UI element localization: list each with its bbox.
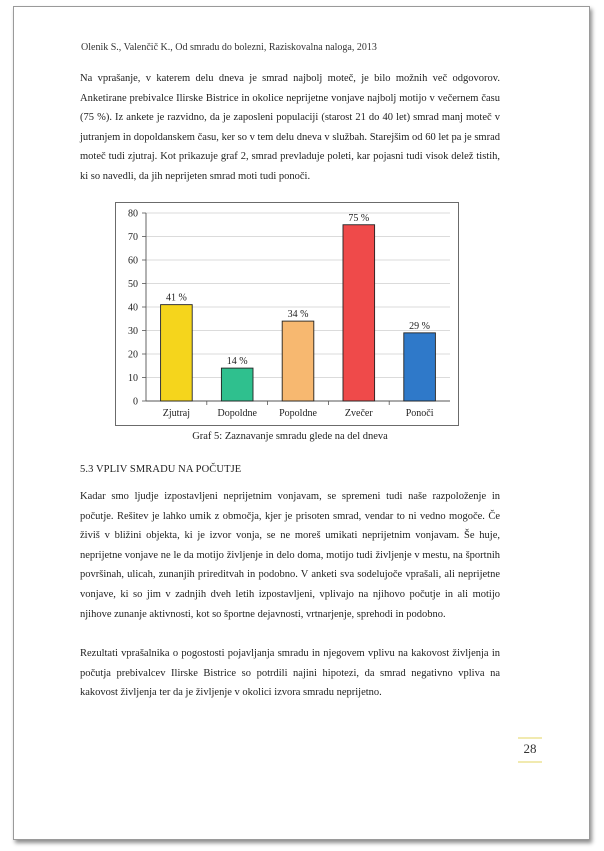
data-label: 29 % [409,320,431,332]
data-label: 41 % [165,292,187,304]
x-category-label: Zvečer [344,408,373,419]
x-category-label: Ponoči [405,408,434,419]
data-label: 75 % [348,212,370,224]
y-tick-label: 20 [128,349,138,361]
y-tick-label: 60 [128,255,138,267]
y-tick-label: 50 [128,279,138,290]
y-tick-label: 80 [128,208,138,220]
y-tick-label: 40 [128,302,138,314]
y-tick-label: 10 [128,373,138,384]
section-paragraph: Kadar smo ljudje izpostavljeni neprijetnim vonjavam, se spremeni tudi naše razpoloženje in počutje. Rešitev je lahko umik z območja, kjer je prisoten smrad, vendar to ni vedno mogoče. Če živiš v bližini objekta, ki je izvor vonja, se ne moreš umikati neprijetnim vonjavam. Še huje, neprijetne vonjave ne le da motijo življenje in delo doma, motijo tudi življenje v mestu, na športnih površinah, ulicah, zunanjih prireditvah in podobno. V anketi sva sodelujoče vprašali, ali neprijetne vonjave, ki so jim v zadnjih dveh letih izpostavljeni, vplivajo na njihovo počutje in ali motijo njihove zunanje aktivnosti, kot so športne dejavnosti, vrtnarjenje, sprehodi in podobno. [80,491,500,620]
intro-paragraph: Na vprašanje, v katerem delu dneva je smrad najbolj moteč, je bilo možnih več odgovorov. Anketirane prebivalce Ilirske Bistrice in okolice neprijetne vonjave najbolj motijo v večernem času (75 %). Iz ankete je razvidno, da je zaposleni populaciji (starost 21 do 40 let) smrad manj moteč v jutranjem in dopoldanskem času, ker so v tem delu dneva v službah. Starejšim od 60 let pa je smrad moteč tudi zjutraj. Kot prikazuje graf 2, smrad prevladuje poleti, kar pojasni tudi visok delež tistih, ki so navedli, da jih neprijeten smrad moti tudi ponoči. [80,73,500,182]
bar-2 [282,321,314,401]
y-tick-label: 70 [128,232,138,243]
x-category-label: Popoldne [279,408,317,419]
x-category-label: Dopoldne [217,408,257,419]
section-heading: 5.3 VPLIV SMRADU NA POČUTJE [80,464,242,475]
figure-caption: Graf 5: Zaznavanje smradu glede na del dneva [192,431,388,442]
y-tick-label: 0 [133,396,138,408]
bar-4 [404,333,436,401]
chart-canvas [116,203,458,425]
running-header: Olenik S., Valenčič K., Od smradu do bolezni, Raziskovalna naloga, 2013 [81,42,377,53]
data-label: 14 % [226,356,248,368]
page-number: 28 [518,737,542,763]
results-paragraph: Rezultati vprašalnika o pogostosti pojavljanja smradu in njegovem vplivu na kakovost življenja in počutja prebivalcev Ilirske Bistrice so potrdili najini hipotezi, da smrad negativno vpliva na kakovost življenja ter da je življenje v okolici izvora smradu neprijetno. [80,648,500,699]
bar-chart [115,202,459,426]
y-tick-label: 30 [128,326,138,337]
bar-3 [343,225,375,401]
bar-0 [161,305,193,401]
data-label: 34 % [287,309,309,321]
bar-1 [221,368,253,401]
x-category-label: Zjutraj [162,408,191,419]
